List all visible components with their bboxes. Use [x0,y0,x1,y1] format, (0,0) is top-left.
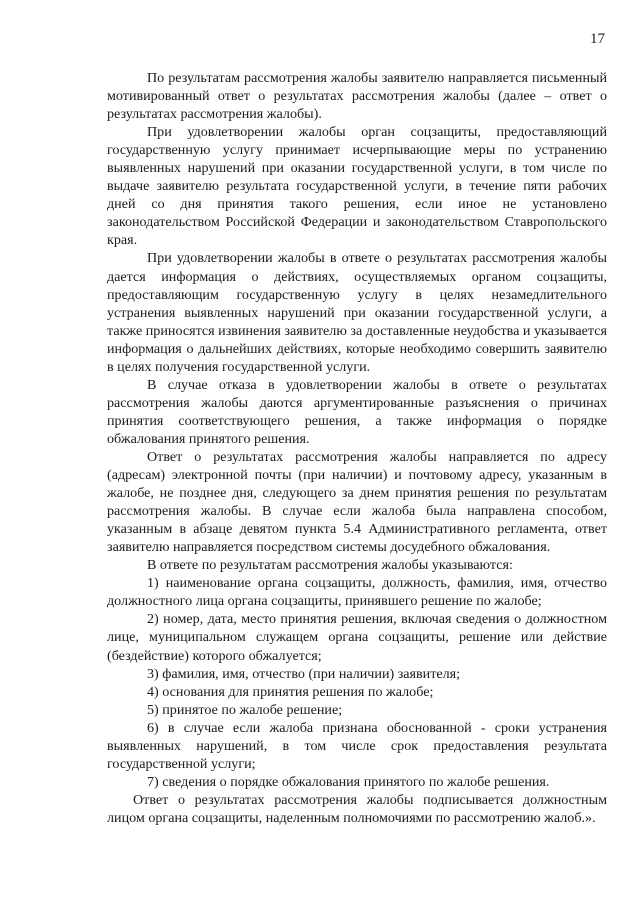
list-item-applicant-name: 3) фамилия, имя, отчество (при наличии) заявителя; [147,665,461,682]
page-number: 17 [590,31,605,47]
document-body [107,69,607,827]
list-item-decision: 5) принятое по жалобе решение; [147,701,343,718]
list-item-appeal-procedure: 7) сведения о порядке обжалования принятого по жалобе решения. [147,773,550,790]
list-item-decision-grounds: 4) основания для принятия решения по жалобе; [147,683,434,700]
list-item-remedy-deadlines: 6) в случае если жалоба признана обоснованной - сроки устранения выявленных нарушений, в том числе срок предоставления результата государственной услуги; [107,719,607,772]
paragraph-complaint-refused: В случае отказа в удовлетворении жалобы в ответе о результатах рассмотрения жалобы даются аргументированные разъяснения о причинах принятия соответствующего решения, а также информация о порядке обжалования принятого решения. [107,376,607,447]
paragraph-response-contents-intro: В ответе по результатам рассмотрения жалобы указываются: [147,557,513,574]
paragraph-complaint-satisfied-info: При удовлетворении жалобы в ответе о результатах рассмотрения жалобы дается информация о действиях, осуществляемых органом соцзащиты, предоставляющим государственную услугу в целях незамедлительного устранения выявленных нарушений при оказании государственной услуги, а также приносятся извинения заявителю за доставленные неудобства и указывается информация о дальнейших действиях, которые необходимо совершить заявителю в целях получения государственной услуги. [107,250,607,375]
list-item-authority-name: 1) наименование органа соцзащиты, должность, фамилия, имя, отчество должностного лица органа соцзащиты, принявшего решение по жалобе; [107,575,607,610]
paragraph-response-delivery: Ответ о результатах рассмотрения жалобы направляется по адресу (адресам) электронной почты (при наличии) и почтовому адресу, указанным в жалобе, не позднее дня, следующего за днем принятия решения по результатам рассмотрения жалобы. В случае если жалоба была направлена способом, указанным в абзаце девятом пункта 5.4 Административного регламента, ответ заявителю направляется посредством системы досудебного обжалования. [107,448,607,556]
paragraph-response-notice: По результатам рассмотрения жалобы заявителю направляется письменный мотивированный ответ о результатах рассмотрения жалобы (далее – ответ о результатах рассмотрения жалобы). [107,70,607,123]
paragraph-response-signature: Ответ о результатах рассмотрения жалобы подписывается должностным лицом органа соцзащиты, наделенным полномочиями по рассмотрению жалоб.». [107,791,607,826]
paragraph-complaint-satisfied-measures: При удовлетворении жалобы орган соцзащиты, предоставляющий государственную услугу принимает исчерпывающие меры по устранению выявленных нарушений при оказании государственной услуги, в том числе по выдаче заявителю результата государственной услуги, в течение пяти рабочих дней со дня принятия такого решения, если иное не установлено законодательством Российской Федерации и законодательством Ставропольского края. [107,124,607,249]
list-item-decision-details: 2) номер, дата, место принятия решения, включая сведения о должностном лице, муниципальном служащем органа соцзащиты, решение или действие (бездействие) которого обжалуется; [107,611,607,664]
